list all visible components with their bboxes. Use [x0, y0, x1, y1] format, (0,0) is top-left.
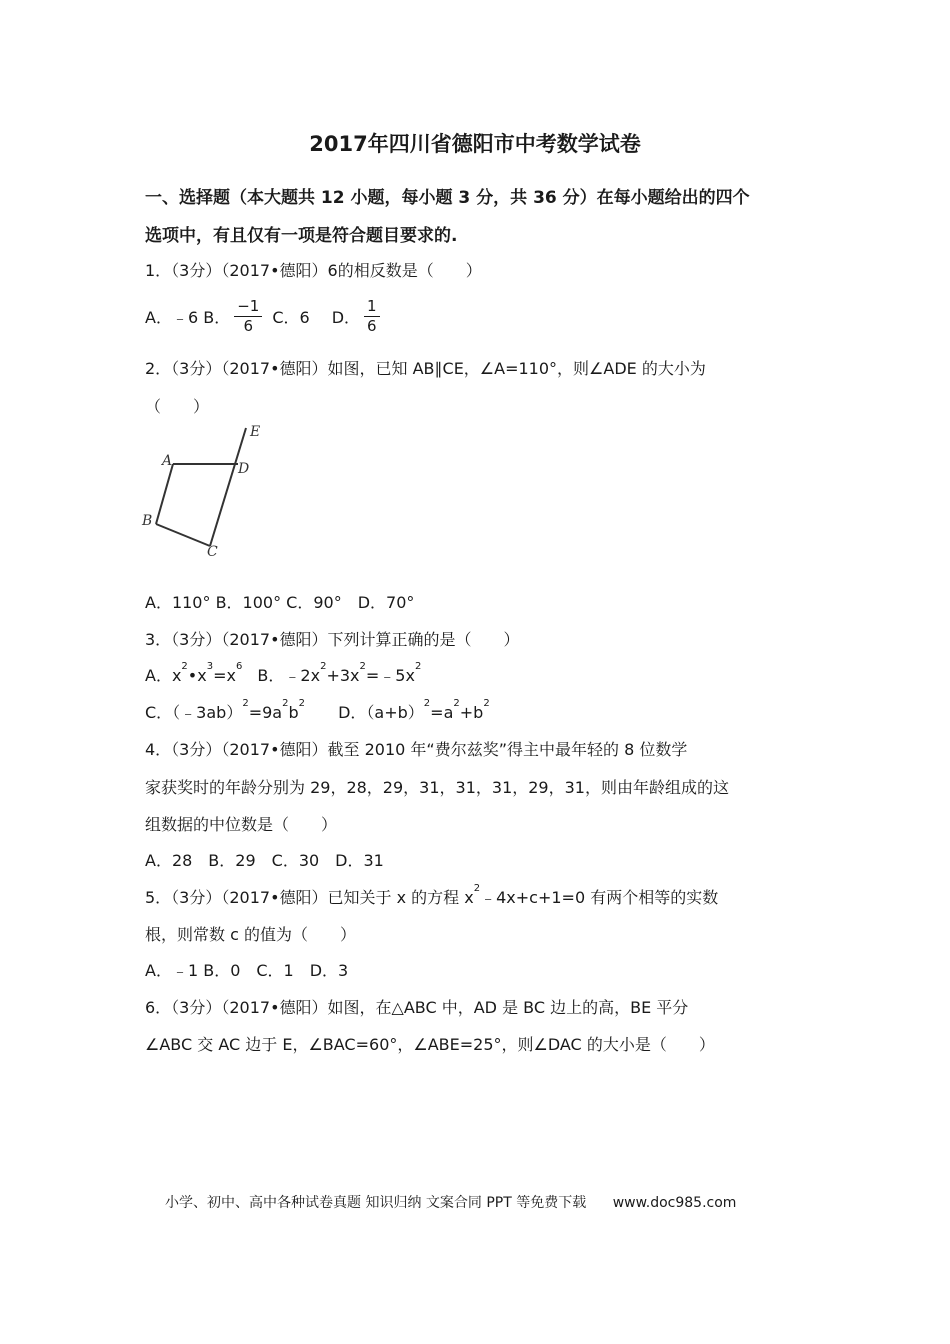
q3-a-exp2: 3 — [206, 661, 214, 672]
page-title: 2017年四川省德阳市中考数学试卷 — [309, 132, 641, 156]
segment-ab — [156, 464, 173, 524]
question-5-line2: 根，则常数 c 的值为（ ） — [145, 925, 356, 944]
label-a: A — [162, 453, 173, 469]
q3-c-exp3: 2 — [298, 698, 305, 709]
question-3-options-cd — [145, 700, 490, 723]
label-b: B — [142, 513, 153, 529]
q3-a-exp3: 6 — [235, 661, 243, 672]
section-heading-line1 — [145, 183, 805, 208]
q3-d-2: =a — [430, 703, 454, 722]
question-4-line3: 组数据的中位数是（ ） — [145, 815, 338, 834]
question-2-options: A．110° B．100° C．90° D．70° — [145, 593, 415, 612]
label-e: E — [250, 424, 261, 440]
quadrilateral-figure — [138, 420, 278, 560]
q1-b-denominator: 6 — [243, 317, 254, 335]
q1-option-a: A．﹣6 B． — [145, 308, 231, 327]
question-5-options: A．﹣1 B．0 C．1 D．3 — [145, 961, 349, 980]
q1-option-d-fraction — [364, 297, 380, 336]
q3-c-2: =9a — [248, 703, 283, 722]
q1-option-c: C．6 — [272, 308, 310, 327]
q3-b-2: +3x — [326, 666, 360, 685]
q3-b-exp3: 2 — [414, 661, 422, 672]
footer-text: 小学、初中、高中各种试卷真题 知识归纳 文案合同 PPT 等免费下载 — [165, 1195, 587, 1211]
q3-d-exp3: 2 — [483, 698, 490, 709]
q5-text-1: 5．（3分）（2017•德阳）已知关于 x 的方程 x — [145, 888, 474, 907]
q1-option-b-fraction — [234, 297, 262, 336]
q3-c-1: C．（﹣3ab） — [145, 703, 243, 722]
q3-c-exp2: 2 — [282, 698, 289, 709]
question-5-line1 — [145, 885, 718, 908]
segment-bc — [156, 524, 210, 546]
q3-b-1: B．﹣2x — [257, 666, 321, 685]
q3-d-exp1: 2 — [423, 698, 431, 709]
section-heading-text-1: 一、选择题（本大题共 12 小题，每小题 3 分，共 36 分）在每小题给出的四个 — [145, 188, 750, 208]
q5-text-2: ﹣4x+c+1=0 有两个相等的实数 — [480, 888, 719, 907]
question-1-stem: 1．（3分）（2017•德阳）6的相反数是（ ） — [145, 261, 482, 280]
q3-a-3: =x — [213, 666, 236, 685]
q3-d-exp2: 2 — [453, 698, 460, 709]
q3-d-3: +b — [459, 703, 484, 722]
question-6-line2: ∠ABC 交 AC 边于 E，∠BAC=60°，∠ABE=25°，则∠DAC 的大小是（ ） — [145, 1035, 715, 1054]
q3-a-1: A．x — [145, 666, 182, 685]
question-4-line2: 家获奖时的年龄分别为 29，28，29，31，31，31，29，31，则由年龄组成的这 — [145, 778, 729, 797]
section-heading-line2: 选项中，有且仅有一项是符合题目要求的. — [145, 226, 458, 246]
q5-exponent: 2 — [473, 883, 481, 894]
q3-b-exp2: 2 — [359, 661, 366, 672]
q3-c-3: b — [288, 703, 299, 722]
question-3-options-ab — [145, 663, 421, 686]
label-d: D — [238, 461, 250, 477]
q3-b-exp1: 2 — [320, 661, 327, 672]
q1-option-d: D． — [331, 308, 361, 327]
q1-b-numerator: −1 — [234, 297, 262, 317]
q3-d-1: D．（a+b） — [338, 703, 424, 722]
label-c: C — [207, 544, 218, 560]
question-4-options: A．28 B．29 C．30 D．31 — [145, 851, 384, 870]
q3-a-exp1: 2 — [181, 661, 188, 672]
q1-d-numerator: 1 — [364, 297, 380, 317]
q3-b-3: =﹣5x — [365, 666, 415, 685]
question-2-line2: （ ） — [145, 397, 210, 416]
question-3-stem: 3．（3分）（2017•德阳）下列计算正确的是（ ） — [145, 630, 520, 649]
question-4-line1: 4．（3分）（2017•德阳）截至 2010 年“费尔兹奖”得主中最年轻的 8 位数学 — [145, 740, 688, 759]
q1-d-denominator: 6 — [367, 317, 377, 335]
q3-c-exp1: 2 — [242, 698, 249, 709]
footer-link[interactable]: www.doc985.com — [612, 1195, 737, 1211]
question-6-line1: 6．（3分）（2017•德阳）如图，在△ABC 中，AD 是 BC 边上的高，BE 平分 — [145, 998, 689, 1017]
page-footer — [165, 1192, 736, 1212]
segment-ce — [210, 428, 246, 546]
question-1-options — [145, 297, 384, 336]
question-2-line1: 2．（3分）（2017•德阳）如图，已知 AB∥CE，∠A=110°，则∠ADE 的大小为 — [145, 359, 706, 378]
q3-a-2: •x — [187, 666, 207, 685]
